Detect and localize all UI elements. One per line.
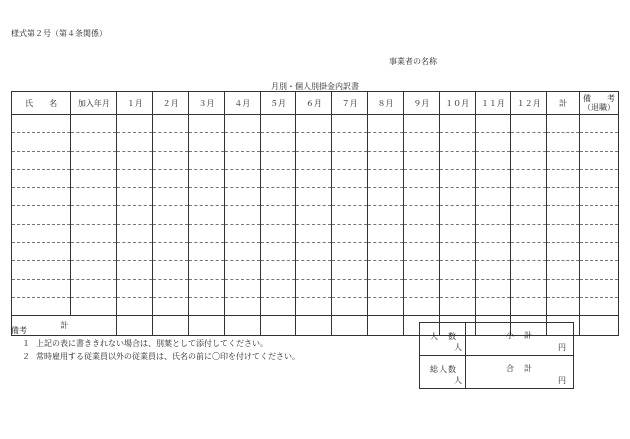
table-cell[interactable]: [296, 224, 332, 242]
table-cell[interactable]: [296, 169, 332, 187]
table-cell[interactable]: [260, 297, 296, 315]
table-cell[interactable]: [547, 297, 580, 315]
table-cell[interactable]: [368, 243, 404, 261]
table-cell[interactable]: [579, 261, 618, 279]
table-cell[interactable]: [189, 261, 225, 279]
table-cell[interactable]: [332, 279, 368, 297]
table-cell[interactable]: [189, 206, 225, 224]
table-cell[interactable]: [332, 188, 368, 206]
header-remarks: [579, 92, 618, 115]
table-cell[interactable]: [224, 169, 260, 187]
table-cell[interactable]: [439, 151, 475, 169]
table-cell[interactable]: [12, 151, 71, 169]
table-cell[interactable]: [296, 279, 332, 297]
header-join-date: 加入年月: [71, 92, 117, 115]
table-cell[interactable]: [332, 243, 368, 261]
summary-box: [419, 322, 574, 389]
table-cell[interactable]: [189, 279, 225, 297]
header-remarks-line1: 備 考: [582, 94, 615, 103]
table-cell[interactable]: [117, 206, 153, 224]
table-row: [12, 224, 619, 242]
table-cell[interactable]: [12, 133, 71, 151]
table-row: [12, 169, 619, 187]
table-cell[interactable]: [368, 188, 404, 206]
table-row: [12, 279, 619, 297]
header-name: 氏 名: [12, 92, 71, 115]
table-cell[interactable]: [296, 297, 332, 315]
table-cell[interactable]: [117, 279, 153, 297]
table-row: [12, 188, 619, 206]
grand-total-cell[interactable]: [466, 356, 574, 389]
table-cell[interactable]: [547, 224, 580, 242]
header-month-1: １月: [117, 92, 153, 115]
table-cell[interactable]: [475, 224, 511, 242]
table-cell[interactable]: [117, 151, 153, 169]
table-cell[interactable]: [224, 206, 260, 224]
total-cell[interactable]: [579, 316, 618, 336]
table-cell[interactable]: [296, 243, 332, 261]
table-cell[interactable]: [403, 188, 439, 206]
table-cell[interactable]: [547, 188, 580, 206]
table-cell[interactable]: [511, 279, 547, 297]
total-cell[interactable]: [117, 316, 153, 336]
grand-total-label: 合 計: [506, 364, 533, 373]
table-row: [12, 243, 619, 261]
table-cell[interactable]: [12, 169, 71, 187]
table-cell[interactable]: [71, 151, 117, 169]
table-cell[interactable]: [153, 297, 189, 315]
table-cell[interactable]: [296, 151, 332, 169]
table-cell[interactable]: [332, 115, 368, 133]
table-cell[interactable]: [260, 169, 296, 187]
header-month-6: ６月: [296, 92, 332, 115]
table-cell[interactable]: [260, 279, 296, 297]
yen-unit: 円: [558, 343, 566, 352]
table-cell[interactable]: [439, 206, 475, 224]
total-cell[interactable]: [332, 316, 368, 336]
table-cell[interactable]: [224, 261, 260, 279]
table-row: [12, 206, 619, 224]
table-cell[interactable]: [260, 243, 296, 261]
table-cell[interactable]: [547, 279, 580, 297]
table-cell[interactable]: [475, 279, 511, 297]
table-cell[interactable]: [403, 261, 439, 279]
total-cell[interactable]: [368, 316, 404, 336]
table-cell[interactable]: [511, 261, 547, 279]
total-headcount-label: 総人数: [430, 365, 457, 374]
summary-row-subtotal: [420, 323, 574, 356]
headcount-label: 人 数: [430, 332, 457, 341]
table-cell[interactable]: [579, 297, 618, 315]
table-cell[interactable]: [547, 169, 580, 187]
header-month-12: １２月: [511, 92, 547, 115]
table-cell[interactable]: [368, 169, 404, 187]
table-cell[interactable]: [153, 261, 189, 279]
table-cell[interactable]: [189, 188, 225, 206]
headcount-cell[interactable]: [420, 323, 466, 356]
table-cell[interactable]: [511, 243, 547, 261]
table-cell[interactable]: [332, 297, 368, 315]
table-cell[interactable]: [189, 243, 225, 261]
header-month-10: １０月: [439, 92, 475, 115]
contribution-table: [11, 91, 619, 336]
table-cell[interactable]: [475, 133, 511, 151]
table-cell[interactable]: [12, 297, 71, 315]
header-month-8: ８月: [368, 92, 404, 115]
total-cell[interactable]: [296, 316, 332, 336]
table-cell[interactable]: [153, 169, 189, 187]
table-cell[interactable]: [403, 224, 439, 242]
table-cell[interactable]: [368, 279, 404, 297]
table-cell[interactable]: [403, 169, 439, 187]
table-cell[interactable]: [368, 261, 404, 279]
table-cell[interactable]: [579, 206, 618, 224]
table-cell[interactable]: [439, 115, 475, 133]
header-month-2: ２月: [153, 92, 189, 115]
table-cell[interactable]: [511, 297, 547, 315]
subtotal-label: 小 計: [506, 331, 533, 340]
table-cell[interactable]: [71, 206, 117, 224]
table-cell[interactable]: [332, 151, 368, 169]
summary-row-total: [420, 356, 574, 389]
table-cell[interactable]: [511, 188, 547, 206]
table-cell[interactable]: [224, 188, 260, 206]
table-cell[interactable]: [368, 133, 404, 151]
header-sum: 計: [547, 92, 580, 115]
table-cell[interactable]: [547, 115, 580, 133]
table-cell[interactable]: [224, 115, 260, 133]
total-cell[interactable]: [260, 316, 296, 336]
total-cell[interactable]: [224, 316, 260, 336]
table-cell[interactable]: [439, 188, 475, 206]
table-cell[interactable]: [403, 243, 439, 261]
yen-unit: 円: [558, 376, 566, 385]
table-cell[interactable]: [439, 169, 475, 187]
table-cell[interactable]: [153, 115, 189, 133]
table-row: [12, 297, 619, 315]
table-cell[interactable]: [153, 279, 189, 297]
table-cell[interactable]: [547, 206, 580, 224]
table-cell[interactable]: [511, 151, 547, 169]
table-cell[interactable]: [547, 243, 580, 261]
table-cell[interactable]: [579, 133, 618, 151]
table-cell[interactable]: [117, 115, 153, 133]
table-cell[interactable]: [117, 243, 153, 261]
table-cell[interactable]: [403, 206, 439, 224]
table-cell[interactable]: [296, 115, 332, 133]
table-cell[interactable]: [71, 261, 117, 279]
table-cell[interactable]: [12, 224, 71, 242]
table-cell[interactable]: [475, 261, 511, 279]
table-cell[interactable]: [439, 279, 475, 297]
table-cell[interactable]: [579, 279, 618, 297]
table-cell[interactable]: [117, 169, 153, 187]
table-cell[interactable]: [511, 206, 547, 224]
table-cell[interactable]: [189, 115, 225, 133]
total-cell[interactable]: [189, 316, 225, 336]
table-cell[interactable]: [439, 224, 475, 242]
table-cell[interactable]: [224, 297, 260, 315]
table-cell[interactable]: [71, 297, 117, 315]
table-cell[interactable]: [475, 297, 511, 315]
table-cell[interactable]: [332, 169, 368, 187]
table-cell[interactable]: [117, 188, 153, 206]
table-cell[interactable]: [12, 279, 71, 297]
table-cell[interactable]: [579, 188, 618, 206]
header-month-7: ７月: [332, 92, 368, 115]
note-item: [22, 351, 300, 362]
table-row: [12, 133, 619, 151]
table-cell[interactable]: [224, 243, 260, 261]
table-cell[interactable]: [403, 297, 439, 315]
table-cell[interactable]: [579, 169, 618, 187]
table-cell[interactable]: [189, 151, 225, 169]
table-cell[interactable]: [260, 151, 296, 169]
table-cell[interactable]: [368, 224, 404, 242]
notes-title: 備考: [11, 326, 27, 335]
table-cell[interactable]: [224, 151, 260, 169]
table-cell[interactable]: [579, 243, 618, 261]
table-cell[interactable]: [71, 224, 117, 242]
note-number: ２: [22, 352, 30, 361]
person-unit: 人: [454, 343, 462, 352]
note-number: １: [22, 339, 30, 348]
note-text: 常時雇用する従業員以外の従業員は、氏名の前に〇印を付けてください。: [36, 352, 300, 361]
total-headcount-cell[interactable]: [420, 356, 466, 389]
total-label: 計: [12, 316, 117, 336]
table-cell[interactable]: [224, 133, 260, 151]
table-cell[interactable]: [12, 188, 71, 206]
table-cell[interactable]: [153, 188, 189, 206]
table-cell[interactable]: [224, 279, 260, 297]
table-cell[interactable]: [189, 297, 225, 315]
table-cell[interactable]: [71, 133, 117, 151]
table-cell[interactable]: [332, 224, 368, 242]
header-month-11: １１月: [475, 92, 511, 115]
table-cell[interactable]: [475, 206, 511, 224]
table-cell[interactable]: [475, 188, 511, 206]
table-cell[interactable]: [475, 243, 511, 261]
table-cell[interactable]: [12, 261, 71, 279]
table-cell[interactable]: [547, 133, 580, 151]
table-cell[interactable]: [579, 224, 618, 242]
table-cell[interactable]: [189, 133, 225, 151]
table-cell[interactable]: [71, 279, 117, 297]
table-cell[interactable]: [260, 224, 296, 242]
table-cell[interactable]: [511, 133, 547, 151]
table-cell[interactable]: [260, 133, 296, 151]
table-row: [12, 151, 619, 169]
table-cell[interactable]: [153, 243, 189, 261]
table-cell[interactable]: [439, 297, 475, 315]
table-cell[interactable]: [511, 224, 547, 242]
table-cell[interactable]: [153, 151, 189, 169]
subtotal-cell[interactable]: [466, 323, 574, 356]
table-cell[interactable]: [403, 133, 439, 151]
table-cell[interactable]: [260, 115, 296, 133]
header-month-3: ３月: [189, 92, 225, 115]
form-number: 様式第２号（第４条関係）: [11, 29, 107, 38]
header-row: [12, 92, 619, 115]
table-cell[interactable]: [439, 243, 475, 261]
table-row: [12, 261, 619, 279]
person-unit: 人: [454, 376, 462, 385]
table-cell[interactable]: [368, 115, 404, 133]
table-cell[interactable]: [579, 115, 618, 133]
table-cell[interactable]: [439, 261, 475, 279]
table-cell[interactable]: [296, 261, 332, 279]
table-cell[interactable]: [296, 206, 332, 224]
table-cell[interactable]: [475, 115, 511, 133]
table-cell[interactable]: [296, 188, 332, 206]
table-cell[interactable]: [332, 206, 368, 224]
table-cell[interactable]: [260, 261, 296, 279]
table-cell[interactable]: [71, 115, 117, 133]
document-title: 月別・個人別掛金内訳書: [271, 82, 359, 91]
table-cell[interactable]: [12, 243, 71, 261]
business-name-label: 事業者の名称: [389, 57, 437, 66]
table-row: [12, 115, 619, 133]
table-cell[interactable]: [475, 151, 511, 169]
note-text: 上記の表に書ききれない場合は、別葉として添付してください。: [36, 339, 268, 348]
table-cell[interactable]: [117, 261, 153, 279]
table-cell[interactable]: [153, 133, 189, 151]
table-cell[interactable]: [332, 133, 368, 151]
header-month-4: ４月: [224, 92, 260, 115]
table-cell[interactable]: [332, 261, 368, 279]
table-cell[interactable]: [368, 151, 404, 169]
table-cell[interactable]: [403, 279, 439, 297]
table-cell[interactable]: [368, 297, 404, 315]
table-cell[interactable]: [224, 224, 260, 242]
table-cell[interactable]: [12, 115, 71, 133]
header-month-9: ９月: [403, 92, 439, 115]
table-cell[interactable]: [296, 133, 332, 151]
header-month-5: ５月: [260, 92, 296, 115]
table-cell[interactable]: [12, 206, 71, 224]
table-cell[interactable]: [547, 261, 580, 279]
table-cell[interactable]: [71, 243, 117, 261]
table-cell[interactable]: [260, 206, 296, 224]
table-cell[interactable]: [475, 169, 511, 187]
header-remarks-line2: （退職）: [582, 103, 615, 112]
table-cell[interactable]: [117, 224, 153, 242]
table-cell[interactable]: [189, 224, 225, 242]
table-cell[interactable]: [511, 169, 547, 187]
table-cell[interactable]: [117, 297, 153, 315]
total-cell[interactable]: [153, 316, 189, 336]
table-cell[interactable]: [511, 115, 547, 133]
table-cell[interactable]: [403, 115, 439, 133]
table-cell[interactable]: [368, 206, 404, 224]
table-cell[interactable]: [71, 188, 117, 206]
table-cell[interactable]: [439, 133, 475, 151]
table-cell[interactable]: [403, 151, 439, 169]
table-cell[interactable]: [260, 188, 296, 206]
table-cell[interactable]: [547, 151, 580, 169]
table-cell[interactable]: [153, 206, 189, 224]
table-cell[interactable]: [71, 169, 117, 187]
note-item: [22, 338, 268, 349]
table-cell[interactable]: [153, 224, 189, 242]
table-cell[interactable]: [579, 151, 618, 169]
table-cell[interactable]: [189, 169, 225, 187]
table-cell[interactable]: [117, 133, 153, 151]
